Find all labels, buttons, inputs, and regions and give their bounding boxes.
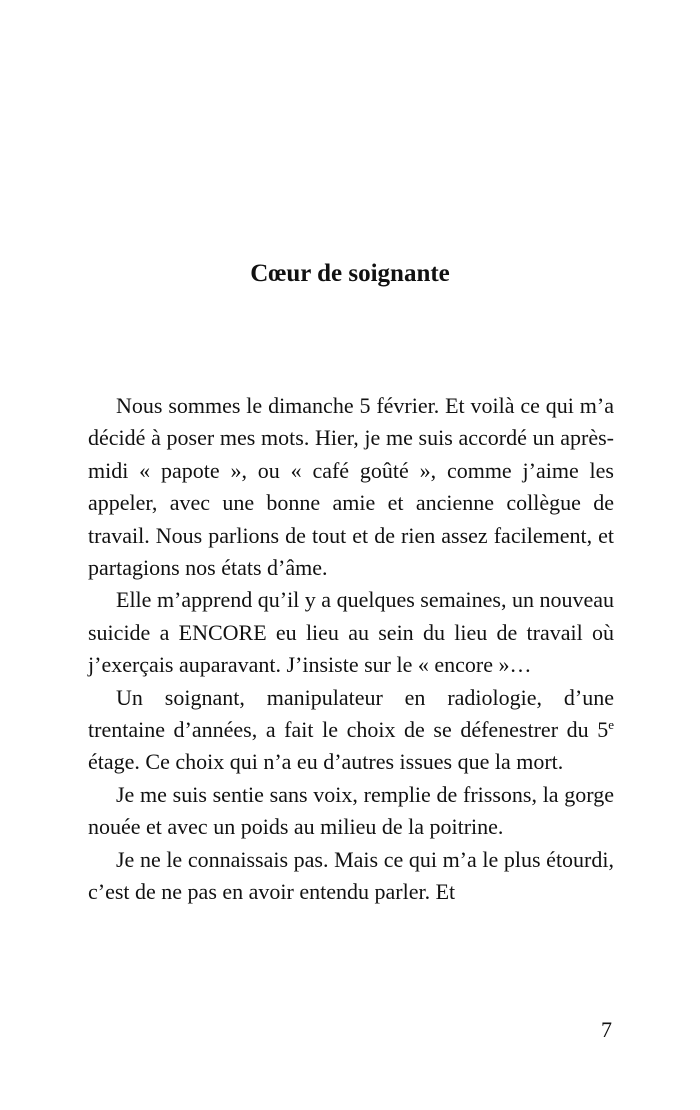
paragraph-3 — [88, 682, 614, 779]
chapter-title: Cœur de soignante — [250, 260, 450, 287]
paragraph-3-after: étage. Ce choix qui n’a eu d’autres issues que la mort. — [88, 749, 564, 775]
paragraph-1: Nous sommes le dimanche 5 février. Et voilà ce qui m’a décidé à poser mes mots. Hier, je me suis accordé un après-midi « papote », ou « café goûté », comme j’aime les appeler, avec une bonne amie et ancienne collègue de travail. Nous parlions de tout et de rien assez facilement, et partagions nos états d’âme. — [88, 393, 614, 581]
page-number: 7 — [601, 1017, 612, 1042]
paragraph-4: Je me suis sentie sans voix, remplie de frissons, la gorge nouée et avec un poids au milieu de la poitrine. — [88, 781, 614, 840]
paragraph-2: Elle m’apprend qu’il y a quelques semaines, un nouveau suicide a ENCORE eu lieu au sein du lieu de travail où j’exerçais auparavant. J’insiste sur le « encore »… — [88, 587, 614, 678]
body-text — [88, 390, 614, 909]
paragraph-5: Je ne le connaissais pas. Mais ce qui m’a le plus étourdi, c’est de ne pas en avoir entendu parler. Et — [88, 846, 614, 905]
paragraph-3-before: Un soignant, manipulateur en radiologie, d’une trentaine d’années, a fait le choix de se défenestrer du 5 — [88, 684, 614, 743]
floor-superscript: e — [608, 717, 614, 733]
